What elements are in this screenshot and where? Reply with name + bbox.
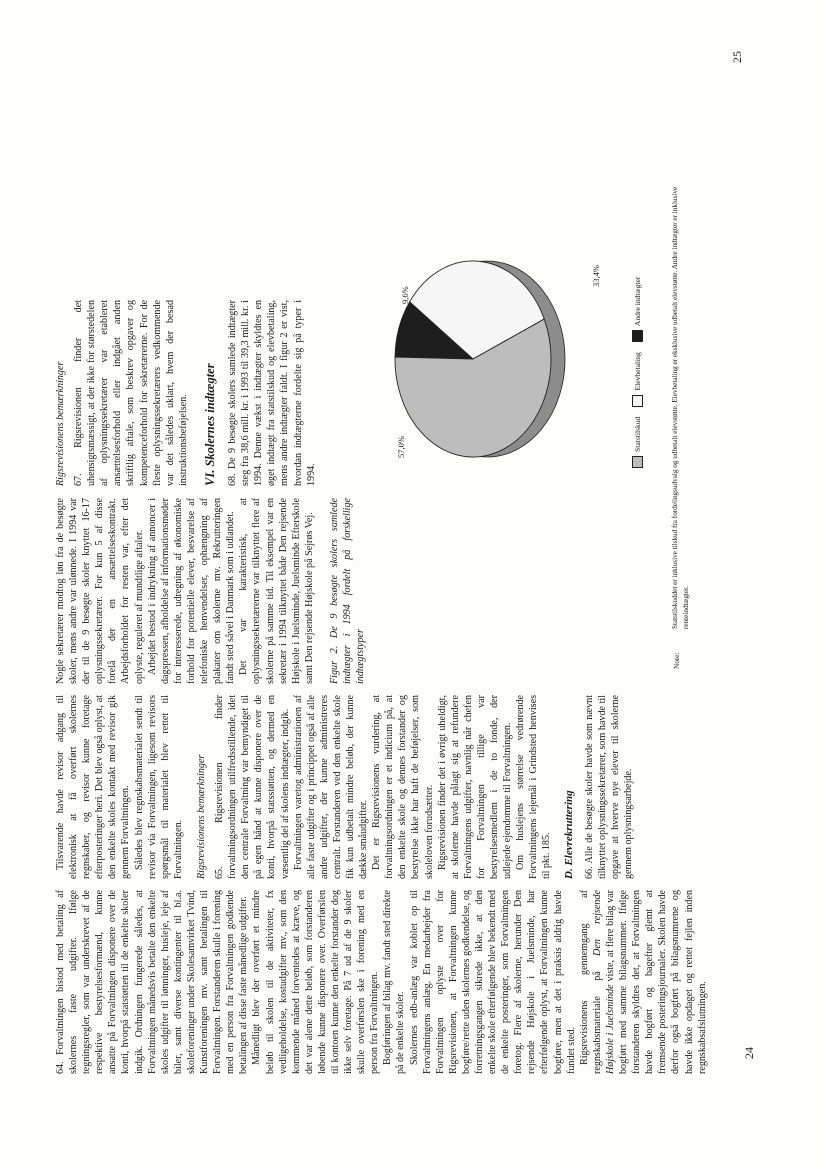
legend-swatch-elevbetaling [632,395,643,407]
figure-caption: Figur 2. De 9 besøgte skolers samlede indtægter i 1994 fordelt på forskellige indtægtstyper [328,498,367,684]
chart-legend [632,277,643,468]
paragraph-revisor-material: Således blev regnskabsmaterialet sendt til revisor via Forvaltningen, ligesom revisors spørgsmål til materialet blev rettet til Forvaltningen. [133,695,184,879]
slice-label-andre: 9,6% [400,286,410,304]
paragraph-65: 65. Rigsrevisionen finder forvaltningsordningen utilfredsstillende, idet den centrale Forvaltning var bemyndiget til på egen hånd at kunne disponere over de konti, hvorpå statsstøtten, og dermed en væsentlig del af skolens indtægter, indgik. [214,695,291,879]
paragraph-monthly-transfer: Månedligt blev der overført et mindre beløb til skolen til de aktiviteter, fx vedligeholdelse, kostudgifter mv., som den kommende måned forventedes at kræve, og det var alene dette beløb, som forstanderen løbende kunne disponere over. Overførslen til kontoen kunne den enkelte forstander dog ikke selv foretage. På 7 ud af de 9 skoler skulle overførslen ske i forening med en person fra Forvaltningen. [251,890,381,1074]
text-column-2 [54,695,635,879]
text-column-4 [54,300,318,486]
paragraph-66: 66. Alle de besøgte skoler havde som nævnt tilknyttet oplysningssekretærer, som havde til opgave at hverve nye elever til skolerne gennem oplysningsarbejde. [583,695,634,879]
legend-label-elevbetaling: Elevbetaling [633,352,642,391]
note-label: Note: [672,652,681,669]
paragraph-unfortunate: Rigsrevisionen finder det i øvrigt uheldigt, at skolerne havde pålagt sig at refundere Forvaltningens udgifter, navnlig når chefen for Forvaltningen tillige var bestyrelsesmedlem i de to fonde, der udlejede ejendomme til Forvaltningen. [436,695,514,879]
chart-note: Statstilskuddet er inklusive tilskud fra fordelingsudvalg og udbetalt elevstøtte. Elevbetaling er eksklusive udbetalt elevstøtte. Andre indtægter er inklusive renteindtægter. [671,186,690,629]
text-column-3 [54,498,367,684]
paragraph-67: 67. Rigsrevisionen finder det uhensigtsmæssigt, at der ikke for størstedelen af oplysningssekretærer var etableret ansættelsesforhold eller indgået anden skriftlig aftale, som beskrev opgaver og kompetenceforhold for sekretærerne. For de fleste oplysningssekretærers vedkommende var det således uklart, hvem der besad instruktionsbeføjelsen. [73,300,189,486]
paragraph-68: 68. De 9 besøgte skolers samlede indtægter steg fra 38,6 mill. kr. i 1993 til 39,3 mill. kr. i 1994. Denne vækst i indtægter skyldtes en øget indtægt fra statstilskud og elevbetaling, mens andre indtægter faldt. I figur 2 er vist, hvordan indtægterne fordelte sig på typer i 1994. [227,300,317,486]
paragraph-assessment: Det er Rigsrevisionens vurdering, at forvaltningsordningen er et indicium på, at den enkelte skole og dennes forstander og bestyrelse ikke har haft de beføjelser, som skoleloven forudsætter. [371,695,435,879]
page-number-right: 25 [730,51,744,63]
paragraph-rent: Om huslejens størrelse vedrørende Forvaltningens lejemål i Grindsted henvises til pkt. 185. [515,695,553,879]
section-heading-remarks: Rigsrevisionens bemærkninger [195,754,207,879]
school-name: Den rejsende Højskole i Juelsminde [591,890,616,1074]
paragraph-edb: Skolernes edb-anlæg var koblet op til Forvaltningens anlæg. En medarbejder fra Forvaltningen oplyste over for Rigsrevisionen, at Forvaltningen kunne bogføre/rette uden skolernes godkendelse, og forretningsgangen sikrede ikke, at den enkelte skole efterfølgende blev bekendt med de enkelte posteringer, som Forvaltningen foretog. Flere af skolerne, herunder Den rejsende Højskole i Juelsminde, har efterfølgende oplyst, at Forvaltningen kunne bogføre, men at det i praksis aldrig havde fundet sted. [408,890,577,1074]
paragraph-64: 64. Forvaltningen bistod med betaling af skolernes faste udgifter. Ifølge tegningsregler, som var underskrevet af de respektive bestyrelsesformænd, kunne ansatte på Forvaltningen disponere over de konti, hvorpå statstøtten til de enkelte skoler indgik. Ordningen fungerede således, at Forvaltningen månedsvis betalte den enkelte skoles udgifter til lønninger, husleje, leje af biler, samt diverse kontingenter til bl.a. skoleforeninger under Skolesamvirket Tvind, Kunstforeningen mv. samt betalingen til Forvaltningen. Forstanderen skulle i forening med en person fra Forvaltningen godkende betalingen af disse faste månedlige udgifter. [55,890,250,1074]
legend-swatch-andre [632,330,643,342]
slice-label-statstilskud: 57,0% [396,436,406,458]
paragraph-secretaries: Nogle sekretærer modtog løn fra de besøgte skoler, mens andre var ulønnede. I 1994 var der til de 9 besøgte skoler knyttet 16-17 oplysningssekretærer. For kun 5 af disse forelå der en ansættelseskontrakt. Arbejdsforholdet for resten var, efter det oplyste, reguleret af mundtlige aftaler. [55,498,145,684]
page-number-left: 24 [742,1047,756,1059]
slice-label-elevbetaling: 33,4% [591,265,601,287]
section-heading-remarks-2: Rigsrevisionens bemærkninger [55,361,66,486]
text-column-1 [54,890,709,1074]
legend-label-statstilskud: Statstilskud [633,416,642,452]
legend-swatch-statstilskud [632,456,643,468]
paragraph-administration: Forvaltningen varetog administrationen af alle faste udgifter og i princippet også af alle andre udgifter, der kunne administreres centralt. Forstanderen ved den enkelte skole fik kun udbetalt mindre beløb, der kunne dække småudgifter. [292,695,370,879]
paragraph-revisor: Tilsvarende havde revisor adgang til elektronisk at få overført skolernes regnskaber, og revisor kunne foretage efterposteringer heri. Det blev også oplyst, at den enkelte skoles kontakt med revisor gik gennem Forvaltningen. [55,695,132,879]
income-pie-chart [385,209,600,489]
section-heading-income: VI. Skolernes indtægter [202,363,217,486]
legend-label-andre: Andre indtægter [633,276,642,327]
paragraph-work: Arbejdet bestod i indrykning af annoncer i dagspressen, afholdelse af informationsmøder for interesserede, udregning af økonomiske forhold for potentielle elever, besvarelse af telefoniske henvendelser, ophængning af plakater om skolerne mv. Rekrutteringen fandt sted såvel i Danmark som i udlandet. [146,498,237,684]
paragraph-characteristic: Det var karakteristisk, at oplysningssekretærerne var tilknyttet flere af skolerne på samme tid. Til eksempel var en sekretær i 1994 tilknyttet både Den rejsende Højskole i Juelsminde, Juelsminde Efterskole samt Den rejsende Højskole på Sejrøs Vej. [238,498,315,684]
paragraph-audit-review: Rigsrevisionens gennemgang af regnskabsmateriale på Den rejsende Højskole i Juelsminde viste, at flere bilag var bogført med samme bilagsnummer. Ifølge forstanderen skyldtes det, at Forvaltningen havde bogført og bagefter glemt at fremsende posteringsjournaler. Skolen havde derfor også bogført på bilagsnumrene og havde ikke opdaget og rettet fejlen inden regnskabsafslutningen. [578,889,708,1074]
paragraph-bookkeeping: Bogføringen af bilag mv. fandt sted direkte på de enkelte skoler. [382,890,407,1074]
section-heading-recruitment: D. Elevrekruttering [563,790,576,879]
